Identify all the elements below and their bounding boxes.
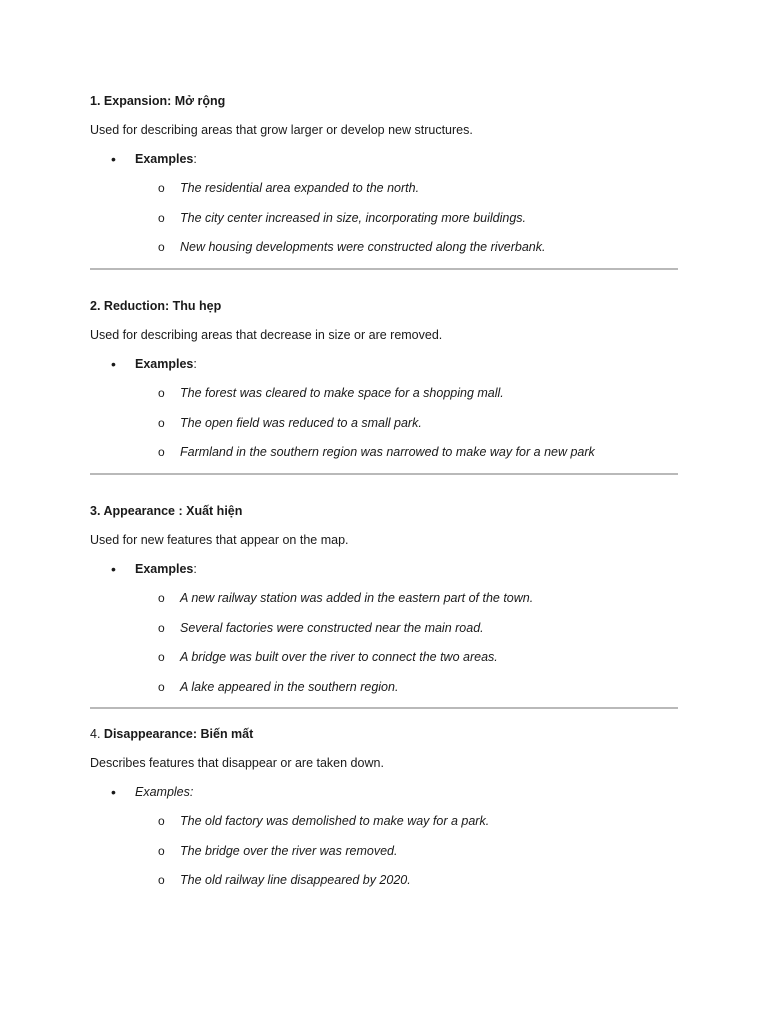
section-description: Used for describing areas that decrease in size or are removed. bbox=[90, 328, 443, 342]
section-title: Expansion: Mở rộng bbox=[103, 94, 226, 108]
example-item bbox=[90, 643, 498, 673]
sub-bullet-icon: o bbox=[158, 240, 165, 254]
section-heading bbox=[90, 87, 473, 116]
example-text: The city center increased in size, incorporating more buildings. bbox=[180, 210, 527, 225]
example-text: The old factory was demolished to make way for a park. bbox=[180, 814, 490, 828]
sub-bullet-icon: o bbox=[158, 386, 165, 400]
section-divider bbox=[90, 473, 678, 475]
section-number: 2. bbox=[90, 299, 101, 313]
example-item bbox=[90, 438, 595, 468]
example-text: A new railway station was added in the eastern part of the town. bbox=[180, 591, 534, 605]
examples-label: Examples: bbox=[135, 785, 194, 799]
example-text: The bridge over the river was removed. bbox=[180, 843, 398, 858]
sub-bullet-icon: o bbox=[158, 210, 165, 225]
example-item bbox=[90, 233, 546, 263]
sub-bullet-icon: o bbox=[158, 415, 165, 430]
section-heading bbox=[90, 497, 349, 526]
examples-bullet bbox=[90, 350, 442, 379]
section-divider bbox=[90, 268, 678, 270]
section-heading bbox=[90, 720, 384, 749]
example-item bbox=[90, 614, 484, 644]
examples-label: Examples: bbox=[135, 152, 197, 166]
sub-bullet-icon: o bbox=[158, 650, 165, 664]
example-item bbox=[90, 837, 398, 867]
section-number: 3. bbox=[90, 504, 101, 518]
section-number: 1. bbox=[90, 94, 101, 108]
examples-label: Examples: bbox=[135, 562, 197, 576]
sub-bullet-icon: o bbox=[158, 620, 165, 635]
section-description: Used for describing areas that grow larger or develop new structures. bbox=[90, 123, 473, 137]
section-appearance bbox=[90, 497, 534, 702]
example-item bbox=[90, 379, 504, 409]
section-title: Reduction: Thu hẹp bbox=[103, 299, 222, 313]
section-expansion bbox=[90, 87, 546, 263]
example-text: Several factories were constructed near the main road. bbox=[180, 620, 484, 635]
section-number: 4. bbox=[90, 727, 101, 741]
example-item bbox=[90, 584, 534, 614]
example-text: The old railway line disappeared by 2020. bbox=[180, 873, 411, 887]
example-item bbox=[90, 174, 473, 204]
sub-bullet-icon: o bbox=[158, 843, 165, 858]
example-text: Farmland in the southern region was narrowed to make way for a new park bbox=[180, 445, 595, 459]
section-description: Used for new features that appear on the map. bbox=[90, 533, 349, 547]
bullet-icon: • bbox=[111, 356, 116, 372]
bullet-icon: • bbox=[111, 151, 116, 167]
sub-bullet-icon: o bbox=[158, 181, 165, 195]
example-text: New housing developments were constructed along the riverbank. bbox=[180, 240, 546, 254]
sub-bullet-icon: o bbox=[158, 591, 165, 605]
example-item bbox=[90, 204, 527, 234]
sub-bullet-icon: o bbox=[158, 814, 165, 828]
example-item bbox=[90, 866, 411, 896]
example-item bbox=[90, 409, 442, 439]
examples-bullet bbox=[90, 555, 349, 584]
examples-label: Examples: bbox=[135, 357, 197, 371]
example-item bbox=[90, 807, 490, 837]
section-divider bbox=[90, 707, 678, 709]
example-item bbox=[90, 673, 399, 703]
example-text: The residential area expanded to the north. bbox=[180, 181, 420, 195]
section-title: Appearance : Xuất hiện bbox=[103, 504, 243, 518]
section-description: Describes features that disappear or are taken down. bbox=[90, 756, 384, 770]
section-heading bbox=[90, 292, 442, 321]
section-title: Disappearance: Biến mất bbox=[103, 727, 254, 741]
example-text: A bridge was built over the river to connect the two areas. bbox=[180, 650, 498, 664]
section-disappearance bbox=[90, 720, 490, 896]
sub-bullet-icon: o bbox=[158, 873, 165, 887]
bullet-icon: • bbox=[111, 561, 116, 577]
examples-bullet bbox=[90, 778, 384, 807]
examples-bullet bbox=[90, 145, 473, 174]
sub-bullet-icon: o bbox=[158, 679, 165, 694]
section-reduction bbox=[90, 292, 595, 468]
bullet-icon: • bbox=[111, 784, 116, 800]
example-text: The forest was cleared to make space for a shopping mall. bbox=[180, 386, 504, 400]
example-text: The open field was reduced to a small park. bbox=[180, 415, 422, 430]
example-text: A lake appeared in the southern region. bbox=[180, 679, 399, 694]
sub-bullet-icon: o bbox=[158, 445, 165, 459]
